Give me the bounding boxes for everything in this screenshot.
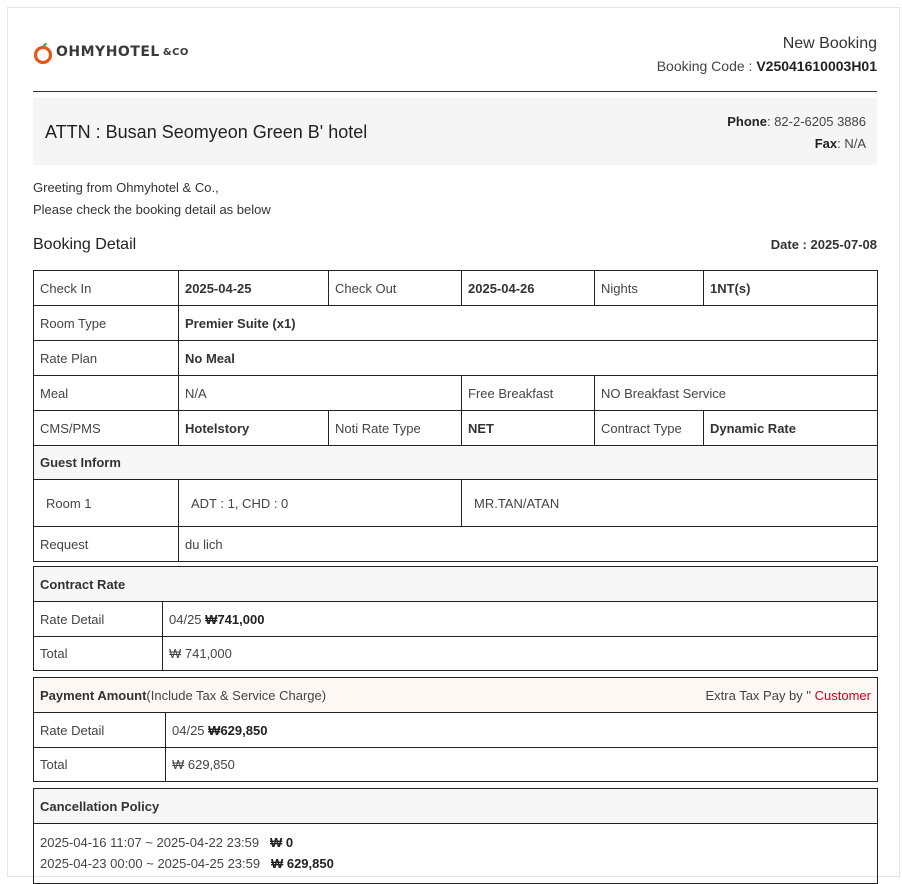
table-row: [34, 376, 878, 411]
request-value: du lich: [179, 527, 878, 562]
rate-plan-value: No Meal: [179, 341, 878, 376]
document-header: [33, 30, 877, 92]
phone-label: Phone: [727, 114, 767, 129]
phone-line: [727, 111, 866, 133]
nights-label: Nights: [595, 271, 704, 306]
table-row: [34, 637, 878, 671]
greeting-line-2: Please check the booking detail as below: [33, 202, 271, 217]
table-row: [34, 748, 878, 782]
attn-box: [33, 98, 877, 165]
greeting-line-1: Greeting from Ohmyhotel & Co.,: [33, 180, 219, 195]
cancellation-policy-header: Cancellation Policy: [34, 789, 878, 824]
cancellation-amount: ₩ 0: [269, 835, 294, 850]
contract-rate-table: [33, 566, 878, 671]
cancellation-amount: ₩ 629,850: [270, 856, 334, 871]
contract-rate-detail: [163, 602, 878, 637]
table-row: [34, 446, 878, 480]
contract-rate-detail-label: Rate Detail: [34, 602, 163, 637]
peach-logo-icon: [33, 42, 53, 62]
contract-rate-header: Contract Rate: [34, 567, 878, 602]
cms-value: Hotelstory: [179, 411, 329, 446]
check-out-label: Check Out: [329, 271, 462, 306]
payment-amount-table: [33, 677, 878, 782]
extra-tax-value: Customer: [814, 687, 871, 703]
room-label: Room 1: [34, 480, 179, 527]
payment-amount-header: [34, 678, 878, 713]
ohmyhotel-logo: [33, 42, 189, 62]
attn-title: ATTN : Busan Seomyeon Green B' hotel: [45, 122, 368, 142]
guest-inform-header: Guest Inform: [34, 446, 878, 480]
table-row: [34, 341, 878, 376]
payment-rate-date: 04/25: [172, 722, 205, 738]
cancellation-rule: [40, 853, 871, 874]
room-type-label: Room Type: [34, 306, 179, 341]
contract-type-label: Contract Type: [595, 411, 704, 446]
check-in-value: 2025-04-25: [179, 271, 329, 306]
guest-name-value: MR.TAN/ATAN: [462, 480, 878, 527]
free-breakfast-value: NO Breakfast Service: [595, 376, 878, 411]
rate-plan-label: Rate Plan: [34, 341, 179, 376]
contract-rate-date: 04/25: [169, 611, 202, 627]
occupancy-value: ADT : 1, CHD : 0: [179, 480, 462, 527]
table-row: [34, 678, 878, 713]
fax-label: Fax: [814, 136, 838, 151]
table-row: [34, 713, 878, 748]
cancellation-rule: [40, 832, 871, 853]
cancellation-rules: [34, 824, 878, 884]
payment-total-label: Total: [34, 748, 166, 782]
payment-amount-title: Payment Amount: [40, 687, 147, 703]
nights-value: 1NT(s): [704, 271, 878, 306]
noti-rate-label: Noti Rate Type: [329, 411, 462, 446]
table-row: [34, 824, 878, 884]
payment-amount-note: (Include Tax & Service Charge): [146, 687, 327, 703]
hotel-contact: [727, 111, 866, 155]
extra-tax-info: [705, 688, 871, 703]
booking-code-line: [657, 55, 877, 77]
table-row: [34, 306, 878, 341]
free-breakfast-label: Free Breakfast: [462, 376, 595, 411]
check-out-value: 2025-04-26: [462, 271, 595, 306]
contract-total-label: Total: [34, 637, 163, 671]
fax-value: : N/A: [837, 136, 866, 151]
phone-value: : 82-2-6205 3886: [766, 114, 866, 129]
contract-rate-amount: ₩741,000: [205, 611, 265, 627]
check-in-label: Check In: [34, 271, 179, 306]
payment-rate-amount: ₩629,850: [208, 722, 268, 738]
meal-value: N/A: [179, 376, 462, 411]
meal-label: Meal: [34, 376, 179, 411]
cms-label: CMS/PMS: [34, 411, 179, 446]
table-row: [34, 480, 878, 527]
booking-code-label: Booking Code :: [656, 58, 757, 74]
fax-line: [727, 133, 866, 155]
greeting: [33, 177, 271, 221]
payment-total-value: ₩ 629,850: [166, 748, 878, 782]
cancellation-policy-table: [33, 788, 878, 884]
booking-date: Date : 2025-07-08: [770, 237, 877, 252]
request-label: Request: [34, 527, 179, 562]
payment-rate-detail-label: Rate Detail: [34, 713, 166, 748]
extra-tax-label: Extra Tax Pay by ": [705, 687, 815, 703]
logo-text: OHMYHOTEL: [56, 44, 160, 60]
booking-detail-heading: [33, 236, 877, 258]
room-type-value: Premier Suite (x1): [179, 306, 878, 341]
table-row: [34, 271, 878, 306]
table-row: [34, 789, 878, 824]
cancellation-period: 2025-04-23 00:00 ~ 2025-04-25 23:59: [40, 856, 261, 871]
booking-header-info: [657, 33, 877, 77]
booking-detail-table: [33, 270, 878, 562]
booking-code: V25041610003H01: [756, 58, 877, 74]
payment-rate-detail: [166, 713, 878, 748]
booking-detail-title: Booking Detail: [33, 236, 137, 253]
table-row: [34, 567, 878, 602]
table-row: [34, 602, 878, 637]
contract-total-value: ₩ 741,000: [163, 637, 878, 671]
logo-amp-text: &CO: [162, 46, 189, 58]
table-row: [34, 411, 878, 446]
booking-title: New Booking: [782, 35, 877, 52]
table-row: [34, 527, 878, 562]
contract-type-value: Dynamic Rate: [704, 411, 878, 446]
cancellation-period: 2025-04-16 11:07 ~ 2025-04-22 23:59: [40, 835, 260, 850]
noti-rate-value: NET: [462, 411, 595, 446]
